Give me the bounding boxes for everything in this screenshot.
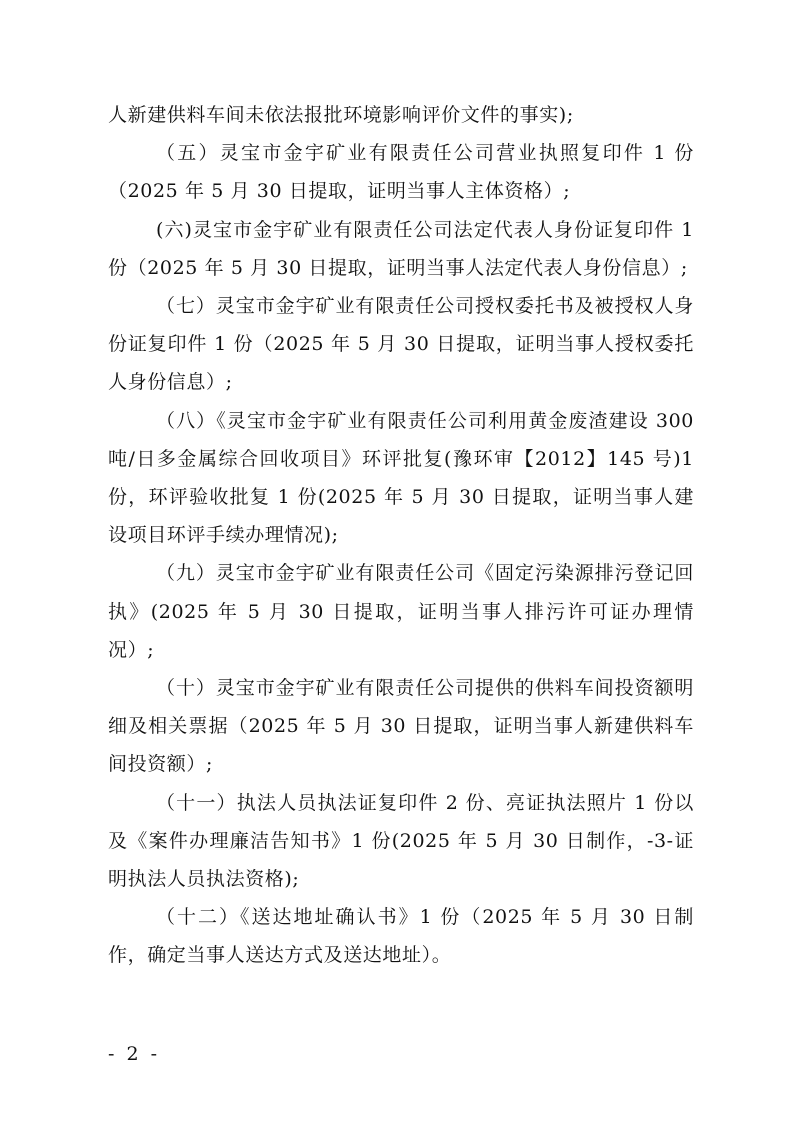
paragraph-item-12: （十二）《送达地址确认书》1 份（2025 年 5 月 30 日制作，确定当事人送达方式及送达地址）。 <box>108 906 694 967</box>
page-number: - 2 - <box>108 1043 161 1065</box>
paragraph-item-6: (六)灵宝市金宇矿业有限责任公司法定代表人身份证复印件 1 份（2025 年 5 月 30 日提取，证明当事人法定代表人身份信息）; <box>108 218 694 279</box>
paragraph-item-11: （十一）执法人员执法证复印件 2 份、亮证执法照片 1 份以及《案件办理廉洁告知书》1 份(2025 年 5 月 30 日制作，-3-证明执法人员执法资格); <box>108 791 694 891</box>
paragraph-item-8: （八）《灵宝市金宇矿业有限责任公司利用黄金废渣建设 300 吨/日多金属综合回收项目》环评批复(豫环审【2012】145 号)1 份，环评验收批复 1 份(2025 年 5 月 30 日提取，证明当事人建设项目环评手续办理情况); <box>108 409 694 547</box>
body-text <box>108 96 694 975</box>
paragraph-item-7: （七）灵宝市金宇矿业有限责任公司授权委托书及被授权人身份证复印件 1 份（2025 年 5 月 30 日提取，证明当事人授权委托人身份信息）; <box>108 295 694 394</box>
paragraph-item-10: （十）灵宝市金宇矿业有限责任公司提供的供料车间投资额明细及相关票据（2025 年 5 月 30 日提取，证明当事人新建供料车间投资额）; <box>108 677 694 776</box>
paragraph-item-5: （五）灵宝市金宇矿业有限责任公司营业执照复印件 1 份（2025 年 5 月 30 日提取，证明当事人主体资格）; <box>108 142 694 203</box>
paragraph-continuation: 人新建供料车间未依法报批环境影响评价文件的事实); <box>108 104 574 126</box>
paragraph-item-9: （九）灵宝市金宇矿业有限责任公司《固定污染源排污登记回执》(2025 年 5 月 30 日提取，证明当事人排污许可证办理情况）; <box>108 562 694 661</box>
